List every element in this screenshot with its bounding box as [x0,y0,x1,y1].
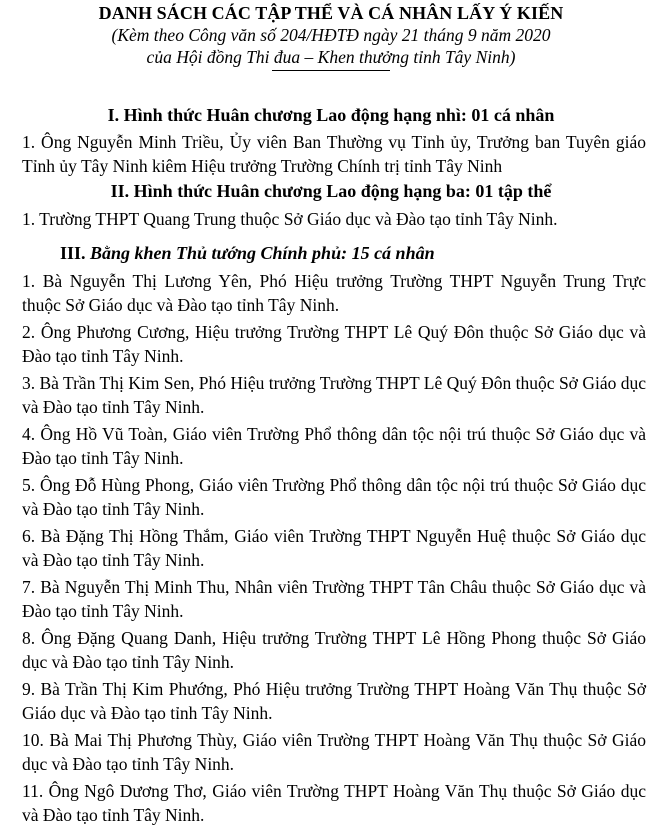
section-1-item-1: 1. Ông Nguyễn Minh Triều, Ủy viên Ban Thường vụ Tỉnh ủy, Trưởng ban Tuyên giáo Tỉnh ủy Tây Ninh kiêm Hiệu trưởng Trường Chính trị tỉnh Tây Ninh [22,132,646,176]
section-2-heading: II. Hình thức Huân chương Lao động hạng ba: 01 tập thể [110,181,552,201]
section-3-item-2: 2. Ông Phương Cương, Hiệu trưởng Trường THPT Lê Quý Đôn thuộc Sở Giáo dục và Đào tạo tỉnh Tây Ninh. [22,322,646,366]
section-3-heading-number: III. [60,243,86,263]
section-3-item-5: 5. Ông Đỗ Hùng Phong, Giáo viên Trường Phổ thông dân tộc nội trú thuộc Sở Giáo dục và Đào tạo tỉnh Tây Ninh. [22,475,646,519]
section-3-item-7: 7. Bà Nguyễn Thị Minh Thu, Nhân viên Trường THPT Tân Châu thuộc Sở Giáo dục và Đào tạo tỉnh Tây Ninh. [22,577,646,621]
section-3-item-10: 10. Bà Mai Thị Phương Thùy, Giáo viên Trường THPT Hoàng Văn Thụ thuộc Sở Giáo dục và Đào tạo tỉnh Tây Ninh. [22,730,646,774]
document-header [0,0,662,71]
document-subtitle-line-1: (Kèm theo Công văn số 204/HĐTĐ ngày 21 tháng 9 năm 2020 [111,25,551,45]
section-1-heading: I. Hình thức Huân chương Lao động hạng nhì: 01 cá nhân [107,105,555,125]
section-2-item-1: 1. Trường THPT Quang Trung thuộc Sở Giáo dục và Đào tạo tỉnh Tây Ninh. [22,209,558,229]
document-subtitle-line-2: của Hội đồng Thi đua – Khen thưởng tỉnh Tây Ninh) [146,47,516,67]
document-title: DANH SÁCH CÁC TẬP THỂ VÀ CÁ NHÂN LẤY Ý KIẾN [98,3,564,23]
section-3-item-4: 4. Ông Hồ Vũ Toàn, Giáo viên Trường Phổ thông dân tộc nội trú thuộc Sở Giáo dục và Đào tạo tỉnh Tây Ninh. [22,424,646,468]
section-3-item-9: 9. Bà Trần Thị Kim Phướng, Phó Hiệu trưởng Trường THPT Hoàng Văn Thụ thuộc Sở Giáo dục và Đào tạo tỉnh Tây Ninh. [22,679,646,723]
header-underline [272,70,390,71]
section-3-item-6: 6. Bà Đặng Thị Hồng Thắm, Giáo viên Trường THPT Nguyễn Huệ thuộc Sở Giáo dục và Đào tạo tỉnh Tây Ninh. [22,526,646,570]
section-3-heading [60,242,435,264]
section-3-item-11: 11. Ông Ngô Dương Thơ, Giáo viên Trường THPT Hoàng Văn Thụ thuộc Sở Giáo dục và Đào tạo tỉnh Tây Ninh. [22,781,646,825]
section-3-item-8: 8. Ông Đặng Quang Danh, Hiệu trưởng Trường THPT Lê Hồng Phong thuộc Sở Giáo dục và Đào tạo tỉnh Tây Ninh. [22,628,646,672]
section-3-heading-text: Bằng khen Thủ tướng Chính phủ: 15 cá nhân [85,243,435,263]
section-3-item-1: 1. Bà Nguyễn Thị Lương Yên, Phó Hiệu trưởng Trường THPT Nguyễn Trung Trực thuộc Sở Giáo dục và Đào tạo tỉnh Tây Ninh. [22,271,646,315]
section-3-item-3: 3. Bà Trần Thị Kim Sen, Phó Hiệu trưởng Trường THPT Lê Quý Đôn thuộc Sở Giáo dục và Đào tạo tỉnh Tây Ninh. [22,373,646,417]
